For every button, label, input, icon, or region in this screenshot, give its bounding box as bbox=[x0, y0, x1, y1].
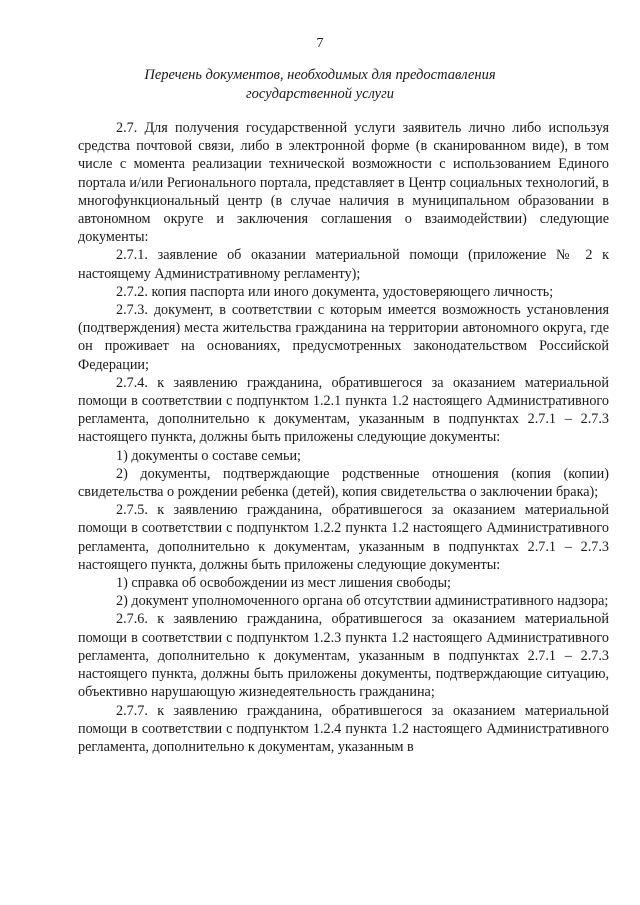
list-item-2-7-4-2: 2) документы, подтверждающие родственные отношения (копия (копии) свидетельства о рождении ребенка (детей), копия свидетельства о заключении брака); bbox=[78, 465, 609, 501]
section-title-line-2: государственной услуги bbox=[246, 85, 394, 102]
paragraph-2-7-2: 2.7.2. копия паспорта или иного документа, удостоверяющего личность; bbox=[116, 283, 554, 300]
paragraph-2-7-6: 2.7.6. к заявлению гражданина, обратившегося за оказанием материальной помощи в соответствии с подпунктом 1.2.3 пункта 1.2 настоящего Административного регламента, дополнительно к документам, указанным в подпунктах 2.7.1 – 2.7.3 настоящего пункта, должны быть приложены документы, подтверждающие ситуацию, объективно нарушающую жизнедеятельность гражданина; bbox=[78, 611, 609, 701]
paragraph-2-7-1: 2.7.1. заявление об оказании материальной помощи (приложение № 2 к настоящему Административному регламенту); bbox=[78, 247, 609, 282]
page-number: 7 bbox=[316, 36, 324, 51]
section-title-line-1: Перечень документов, необходимых для предоставления bbox=[144, 67, 496, 83]
paragraph-2-7-4: 2.7.4. к заявлению гражданина, обратившегося за оказанием материальной помощи в соответствии с подпунктом 1.2.1 пункта 1.2 настоящего Административного регламента, дополнительно к документам, указанным в подпунктах 2.7.1 – 2.7.3 настоящего пункта, должны быть приложены следующие документы: bbox=[78, 374, 609, 446]
list-item-2-7-4-1: 1) документы о составе семьи; bbox=[116, 447, 301, 464]
list-item-2-7-5-1: 1) справка об освобождении из мест лишения свободы; bbox=[116, 575, 451, 592]
document-body bbox=[78, 119, 609, 756]
section-title bbox=[0, 66, 640, 103]
list-item-2-7-5-2: 2) документ уполномоченного органа об отсутствии административного надзора; bbox=[116, 593, 609, 610]
paragraph-2-7-5: 2.7.5. к заявлению гражданина, обратившегося за оказанием материальной помощи в соответствии с подпунктом 1.2.2 пункта 1.2 настоящего Административного регламента, дополнительно к документам, указанным в подпунктах 2.7.1 – 2.7.3 настоящего пункта, должны быть приложены следующие документы: bbox=[78, 502, 609, 573]
paragraph-2-7: 2.7. Для получения государственной услуги заявитель лично либо используя средства почтовой связи, либо в электронной форме (в сканированном виде), в том числе с момента реализации технической возможности с использованием Единого портала и/или Регионального портала, представляет в Центр социальных технологий, в многофункциональный центр (в случае наличия в муниципальном образовании в автономном округе и заключения соглашения о взаимодействии) следующие документы: bbox=[78, 120, 609, 246]
paragraph-2-7-3: 2.7.3. документ, в соответствии с которым имеется возможность установления (подтверждения) места жительства гражданина на территории автономного округа, где он проживает на основаниях, предусмотренных законодательством Российской Федерации; bbox=[78, 302, 609, 373]
paragraph-2-7-7: 2.7.7. к заявлению гражданина, обратившегося за оказанием материальной помощи в соответствии с подпунктом 1.2.4 пункта 1.2 настоящего Административного регламента, дополнительно к документам, указанным в bbox=[78, 702, 609, 755]
